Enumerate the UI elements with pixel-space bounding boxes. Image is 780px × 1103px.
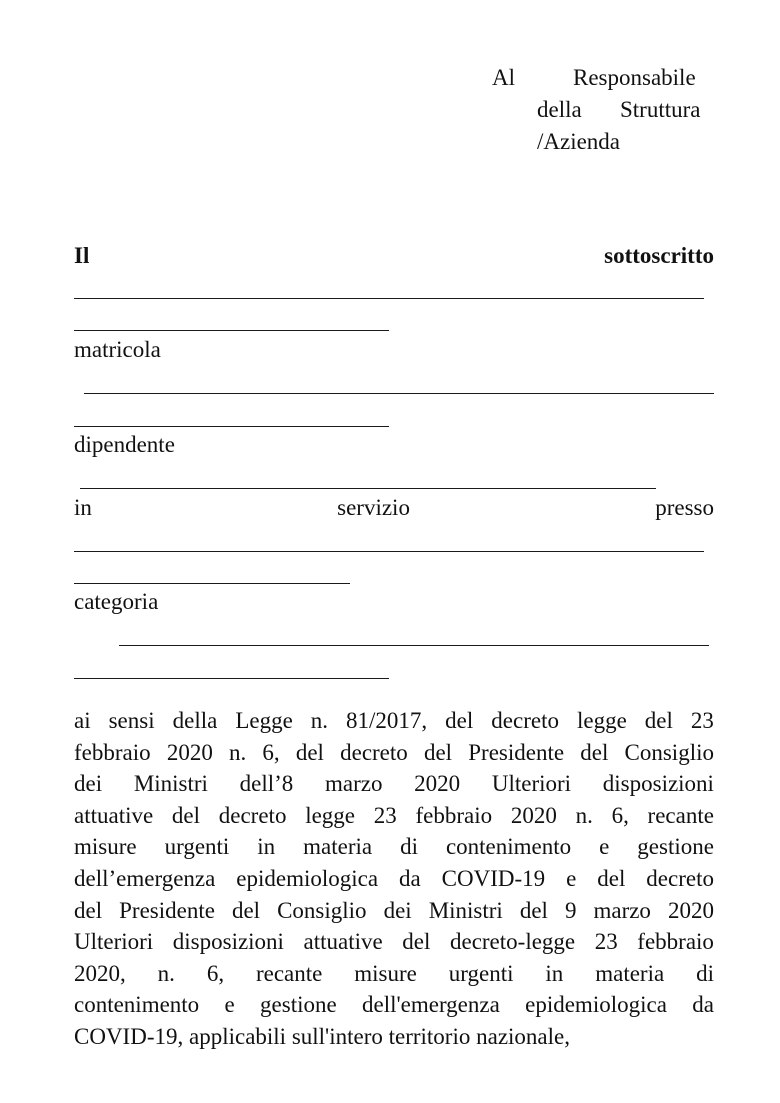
paragraph-word: disposizioni <box>172 929 284 955</box>
paragraph-word: della <box>172 708 218 733</box>
paragraph-word: decreto <box>646 865 714 891</box>
paragraph-word: del <box>519 897 548 923</box>
paragraph-word: COVID-19, <box>74 1023 184 1049</box>
paragraph-word: legge <box>305 802 355 828</box>
paragraph-word: n. <box>157 960 175 986</box>
categoria-blank-line-1[interactable] <box>119 645 709 646</box>
paragraph-word: del <box>580 739 609 765</box>
paragraph-word: febbraio <box>415 802 493 828</box>
paragraph-line <box>74 926 714 958</box>
presso-blank-line-2[interactable] <box>74 583 350 584</box>
paragraph-word: Presidente <box>119 897 215 923</box>
paragraph-word: n. <box>228 739 247 765</box>
paragraph-word: e <box>599 834 610 860</box>
paragraph-word: del <box>171 802 201 828</box>
name-blank-line-1[interactable] <box>74 298 704 299</box>
paragraph-word: di <box>400 834 418 860</box>
paragraph-word: di <box>696 960 714 986</box>
paragraph-word: dei <box>74 771 103 797</box>
paragraph-word: ai <box>74 708 91 733</box>
matricola-row <box>74 334 714 366</box>
paragraph-line <box>74 958 714 990</box>
paragraph-word: 2020 <box>667 897 714 923</box>
paragraph-line <box>74 800 714 832</box>
paragraph-word: del <box>295 739 324 765</box>
declarant-form <box>74 240 714 680</box>
paragraph-word: da <box>399 865 421 891</box>
paragraph-line <box>74 737 714 769</box>
paragraph-word: territorio <box>388 1023 471 1049</box>
paragraph-word: misure <box>74 834 137 860</box>
paragraph-word: Ulteriori <box>491 771 572 797</box>
service-word-servizio: servizio <box>337 495 410 520</box>
paragraph-word: del <box>597 865 626 891</box>
paragraph-word: del <box>644 708 673 733</box>
paragraph-word: decreto-legge <box>449 929 576 955</box>
paragraph-word: disposizioni <box>602 771 714 797</box>
paragraph-word: febbraio <box>74 739 151 765</box>
paragraph-word: recante <box>647 802 714 828</box>
addressee-azienda: /Azienda <box>537 129 621 154</box>
paragraph-word: recante <box>255 960 323 986</box>
paragraph-word: dell’emergenza <box>74 865 216 891</box>
paragraph-word: urgenti <box>448 960 514 986</box>
paragraph-word: Ulteriori <box>74 929 154 955</box>
paragraph-word: febbraio <box>637 929 714 955</box>
subject-sottoscritto: sottoscritto <box>604 243 714 268</box>
paragraph-word: Consiglio <box>277 897 367 923</box>
paragraph-word: epidemiologica <box>525 992 667 1018</box>
paragraph-word: contenimento <box>74 992 200 1018</box>
paragraph-word: materia <box>595 960 665 986</box>
subject-il: Il <box>74 243 90 268</box>
paragraph-word: decreto <box>218 802 287 828</box>
addressee-al: Al <box>492 65 515 90</box>
paragraph-word: del <box>445 708 474 733</box>
paragraph-word: del <box>74 897 103 923</box>
paragraph-word: 2020 <box>414 771 461 797</box>
addressee-responsabile: Responsabile <box>573 65 696 90</box>
categoria-blank-line-2[interactable] <box>74 678 389 679</box>
categoria-label: categoria <box>74 589 159 614</box>
paragraph-word: Consiglio <box>624 739 714 765</box>
paragraph-word: dell'emergenza <box>362 992 500 1018</box>
paragraph-word: sensi <box>108 708 155 733</box>
paragraph-line <box>74 895 714 927</box>
legal-paragraph <box>74 705 714 1053</box>
paragraph-word: misure <box>354 960 417 986</box>
paragraph-word: 6, <box>611 802 629 828</box>
paragraph-word: decreto <box>491 708 559 733</box>
paragraph-word: Ministri <box>133 771 208 797</box>
presso-blank-line-1[interactable] <box>74 551 704 552</box>
paragraph-word: Presidente <box>468 739 565 765</box>
paragraph-word: del <box>231 897 261 923</box>
paragraph-word: 81/2017, <box>346 708 428 733</box>
matricola-blank-line-1[interactable] <box>84 393 714 394</box>
paragraph-line <box>74 989 714 1021</box>
paragraph-word: sull'intero <box>291 1023 383 1049</box>
paragraph-word: 2020 <box>510 802 557 828</box>
paragraph-word: 9 <box>564 897 577 923</box>
paragraph-word: applicabili <box>189 1023 287 1049</box>
paragraph-word: n. <box>575 802 593 828</box>
subject-row <box>74 240 714 272</box>
paragraph-word: e <box>224 992 235 1018</box>
paragraph-word: COVID-19 <box>441 865 546 891</box>
paragraph-word: marzo <box>593 897 651 923</box>
paragraph-word: Legge <box>235 708 293 733</box>
paragraph-word: dell’8 <box>239 771 294 797</box>
paragraph-word: da <box>692 992 714 1018</box>
paragraph-word: marzo <box>325 771 383 797</box>
matricola-blank-line-2[interactable] <box>74 426 389 427</box>
addressee-struttura: Struttura <box>620 97 701 122</box>
dipendente-blank-line[interactable] <box>80 488 656 489</box>
dipendente-label: dipendente <box>74 432 175 457</box>
name-blank-line-2[interactable] <box>74 330 389 331</box>
paragraph-word: nazionale, <box>476 1023 570 1049</box>
paragraph-word: 6, <box>206 960 225 986</box>
paragraph-word: gestione <box>260 992 337 1018</box>
paragraph-word: contenimento <box>445 834 572 860</box>
paragraph-line <box>74 863 714 895</box>
paragraph-word: urgenti <box>164 834 230 860</box>
paragraph-word: del <box>423 739 453 765</box>
paragraph-word: 2020, <box>74 960 126 986</box>
addressee-della: della <box>537 97 582 122</box>
paragraph-word: Ministri <box>428 897 503 923</box>
paragraph-word: 6, <box>262 739 280 765</box>
dipendente-row <box>74 429 714 461</box>
paragraph-word: decreto <box>340 739 408 765</box>
paragraph-word: 2020 <box>166 739 213 765</box>
service-row <box>74 492 714 524</box>
addressee-block <box>0 0 780 170</box>
paragraph-word: gestione <box>637 834 714 860</box>
paragraph-word: in <box>257 834 276 860</box>
paragraph-word: 23 <box>690 708 714 733</box>
paragraph-word: 23 <box>373 802 397 828</box>
paragraph-word: 23 <box>594 929 618 955</box>
paragraph-word: in <box>545 960 564 986</box>
service-word-presso: presso <box>655 495 714 520</box>
matricola-label: matricola <box>74 337 161 362</box>
paragraph-line <box>74 831 714 863</box>
paragraph-line <box>74 1021 714 1053</box>
paragraph-word: materia <box>303 834 373 860</box>
service-word-in: in <box>74 495 92 520</box>
paragraph-word: dei <box>383 897 412 923</box>
categoria-row <box>74 586 714 618</box>
paragraph-word: epidemiologica <box>236 865 379 891</box>
paragraph-line <box>74 768 714 800</box>
paragraph-line <box>74 705 714 737</box>
paragraph-word: attuative <box>303 929 383 955</box>
paragraph-word: n. <box>310 708 329 733</box>
paragraph-word: attuative <box>74 802 154 828</box>
paragraph-word: del <box>402 929 431 955</box>
paragraph-word: legge <box>576 708 627 733</box>
paragraph-word: e <box>566 865 577 891</box>
